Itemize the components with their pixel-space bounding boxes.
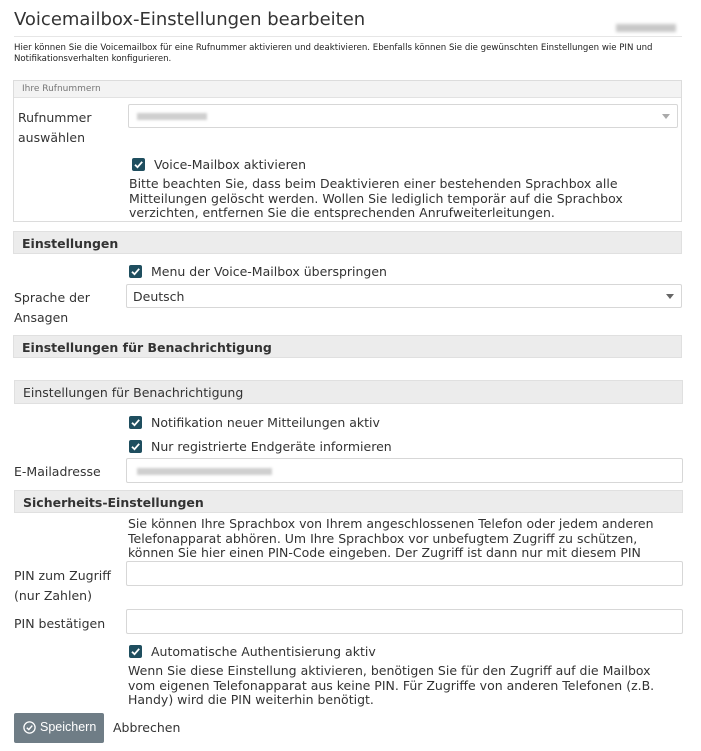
page-title: Voicemailbox-Einstellungen bearbeiten xyxy=(14,9,366,30)
activate-mailbox-note: Bitte beachten Sie, dass beim Deaktivieren einer bestehenden Sprachbox alle Mitteilungen gelöscht werden. Wollen Sie lediglich temporär auf die Sprachbox verzichten, entfernen Sie die entsprechenden Anrufweiterleitungen. xyxy=(129,176,623,220)
pin-confirm-label: PIN bestätigen xyxy=(14,616,106,631)
notification-collapsed-header[interactable] xyxy=(13,335,682,358)
language-label xyxy=(14,288,90,328)
registered-devices-label: Nur registrierte Endgeräte informieren xyxy=(151,439,392,454)
number-select[interactable] xyxy=(128,104,678,128)
language-select-value: Deutsch xyxy=(133,289,185,304)
check-circle-icon xyxy=(23,721,36,737)
registered-devices-checkbox[interactable] xyxy=(129,440,142,453)
page-intro: Hier können Sie die Voicemailbox für eine Rufnummer aktivieren und deaktivieren. Ebenfalls können Sie die gewünschten Einstellungen wie PIN und Notifikationsverhalten konfigurieren. xyxy=(14,43,653,64)
pin-label xyxy=(14,566,111,606)
settings-heading: Einstellungen xyxy=(22,236,119,251)
number-select-label-line2: auswählen xyxy=(18,130,85,145)
chevron-down-icon xyxy=(662,114,670,119)
blurred-number xyxy=(137,113,207,120)
blurred-user-info xyxy=(616,24,676,32)
check-icon xyxy=(129,265,142,278)
numbers-panel-heading: Ihre Rufnummern xyxy=(22,84,101,94)
notification-collapsed-heading: Einstellungen für Benachrichtigung xyxy=(22,340,272,355)
notify-new-messages-label: Notifikation neuer Mitteilungen aktiv xyxy=(151,415,380,430)
activate-mailbox-label: Voice-Mailbox aktivieren xyxy=(154,157,307,172)
email-input[interactable] xyxy=(126,458,683,483)
pin-input[interactable] xyxy=(126,561,683,586)
numbers-panel-header xyxy=(14,81,681,98)
pin-confirm-input[interactable] xyxy=(126,609,683,634)
number-select-label xyxy=(18,108,91,148)
cancel-link[interactable]: Abbrechen xyxy=(113,720,181,735)
check-icon xyxy=(129,416,142,429)
number-select-label-line1: Rufnummer xyxy=(18,110,92,125)
skip-menu-label: Menu der Voice-Mailbox überspringen xyxy=(151,264,387,279)
language-label-line1: Sprache der xyxy=(14,290,90,305)
check-icon xyxy=(132,158,145,171)
auto-auth-label: Automatische Authentisierung aktiv xyxy=(151,644,376,659)
pin-label-line1: PIN zum Zugriff xyxy=(14,568,111,583)
activate-mailbox-checkbox[interactable] xyxy=(132,158,145,171)
settings-section-header xyxy=(13,231,682,254)
security-section-header xyxy=(14,490,683,513)
security-heading: Sicherheits-Einstellungen xyxy=(23,495,204,510)
notification-section-header xyxy=(14,380,683,404)
notify-new-messages-checkbox[interactable] xyxy=(129,416,142,429)
blurred-email xyxy=(137,468,272,475)
auto-auth-checkbox[interactable] xyxy=(129,645,142,658)
auto-auth-note: Wenn Sie diese Einstellung aktivieren, benötigen Sie für den Zugriff auf die Mailbox vom eigenen Telefonapparat aus keine PIN. Für Zugriffe von anderen Telefonen (z.B. Handy) wird die PIN weiterhin benötigt. xyxy=(128,663,655,707)
notification-heading: Einstellungen für Benachrichtigung xyxy=(23,385,244,400)
language-select[interactable] xyxy=(126,284,682,308)
check-icon xyxy=(129,645,142,658)
save-button[interactable] xyxy=(14,713,104,743)
save-button-label: Speichern xyxy=(40,720,97,734)
skip-menu-checkbox[interactable] xyxy=(129,265,142,278)
security-intro: Sie können Ihre Sprachbox von Ihrem angeschlossenen Telefon oder jedem anderen Telefonapparat abhören. Um Ihre Sprachbox vor unbefugtem Zugriff zu schützen, können Sie hier einen PIN-Code eingeben. Der Zugriff ist dann nur mit diesem PIN xyxy=(128,516,654,560)
pin-label-line2: (nur Zahlen) xyxy=(14,588,92,603)
title-divider xyxy=(14,36,682,37)
chevron-down-icon xyxy=(666,294,674,299)
check-icon xyxy=(129,440,142,453)
email-label: E-Mailadresse xyxy=(14,464,101,479)
language-label-line2: Ansagen xyxy=(14,310,69,325)
